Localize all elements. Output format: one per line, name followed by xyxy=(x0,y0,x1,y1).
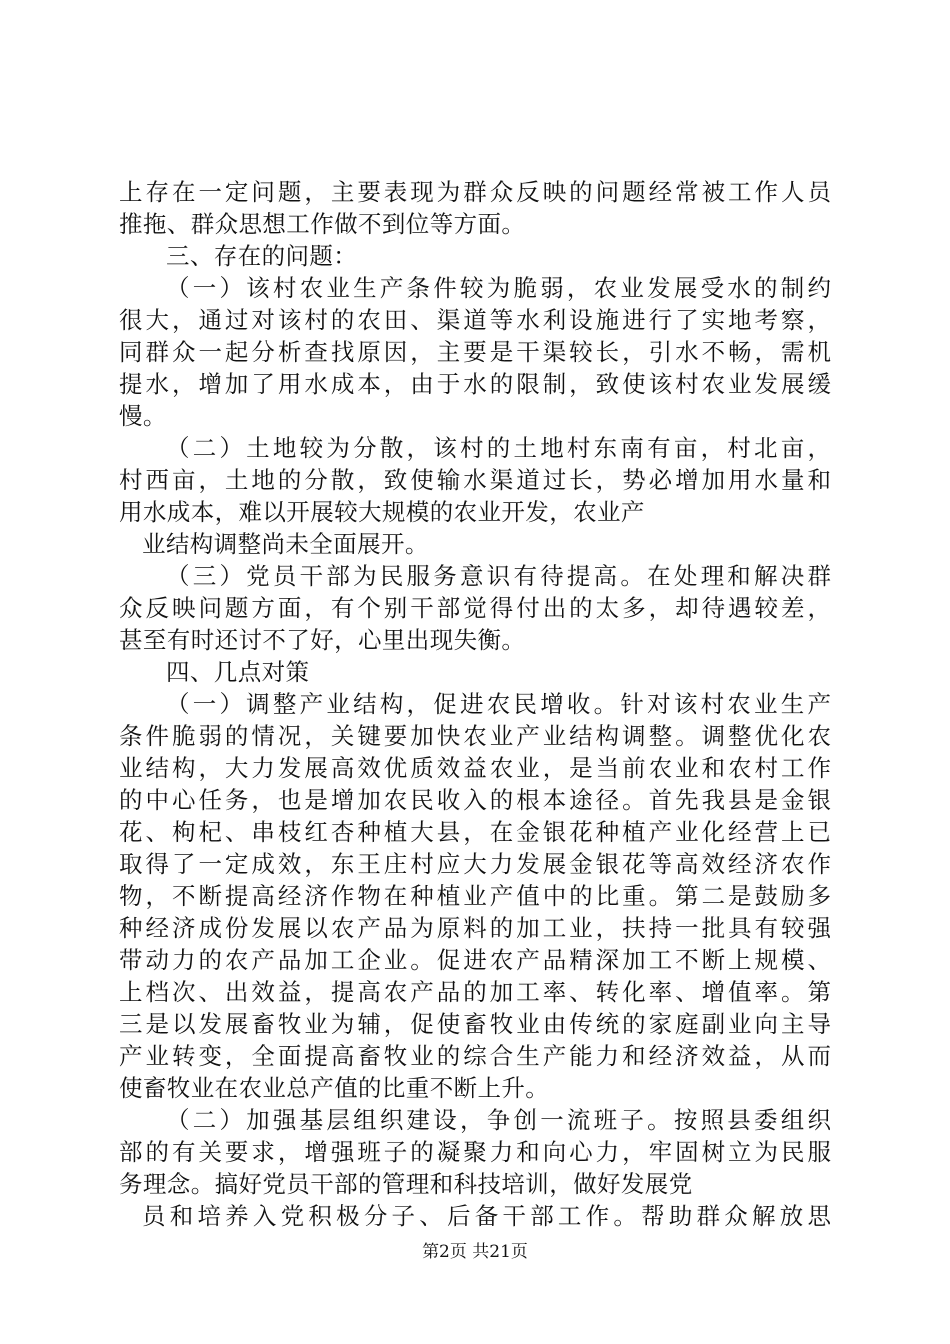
text-line: 花、枸杞、串枝红杏种植大县，在金银花种植产业化经营上已 xyxy=(119,818,831,846)
text-line: 取得了一定成效，东王庄村应大力发展金银花等高效经济农作 xyxy=(119,850,831,878)
text-line: （二）土地较为分散，该村的土地村东南有亩，村北亩， xyxy=(166,434,831,462)
text-line: 业结构调整尚未全面展开。 xyxy=(142,530,429,558)
text-line: 种经济成份发展以农产品为原料的加工业，扶持一批具有较强 xyxy=(119,914,831,942)
page-footer: 第2页 共21页 xyxy=(422,1242,528,1262)
text-line: （一）调整产业结构，促进农民增收。针对该村农业生产 xyxy=(166,690,831,718)
text-line: 产业转变，全面提高畜牧业的综合生产能力和经济效益，从而 xyxy=(119,1042,831,1070)
text-line: 上存在一定问题，主要表现为群众反映的问题经常被工作人员 xyxy=(119,178,831,206)
text-line: 三是以发展畜牧业为辅，促使畜牧业由传统的家庭副业向主导 xyxy=(119,1010,831,1038)
text-line: 慢。 xyxy=(119,402,167,430)
text-line: 使畜牧业在农业总产值的比重不断上升。 xyxy=(119,1074,550,1102)
text-line: 同群众一起分析查找原因，主要是干渠较长，引水不畅，需机 xyxy=(119,338,831,366)
text-line: 村西亩，土地的分散，致使输水渠道过长，势必增加用水量和 xyxy=(119,466,831,494)
section-heading: 三、存在的问题： xyxy=(166,242,358,270)
text-line: 的中心任务，也是增加农民收入的根本途径。首先我县是金银 xyxy=(119,786,831,814)
text-line: 很大，通过对该村的农田、渠道等水利设施进行了实地考察， xyxy=(119,306,831,334)
text-line: 物，不断提高经济作物在种植业产值中的比重。第二是鼓励多 xyxy=(119,882,831,910)
text-line: 员和培养入党积极分子、后备干部工作。帮助群众解放思 xyxy=(142,1202,831,1230)
text-line: 部的有关要求，增强班子的凝聚力和向心力，牢固树立为民服 xyxy=(119,1138,831,1166)
text-line: （一）该村农业生产条件较为脆弱，农业发展受水的制约 xyxy=(166,274,831,302)
text-line: 众反映问题方面，有个别干部觉得付出的太多，却待遇较差， xyxy=(119,594,831,622)
text-line: 用水成本，难以开展较大规模的农业开发，农业产 xyxy=(119,498,645,526)
text-line: 甚至有时还讨不了好，心里出现失衡。 xyxy=(119,626,526,654)
text-line: 上档次、出效益，提高农产品的加工率、转化率、增值率。第 xyxy=(119,978,831,1006)
section-heading: 四、几点对策 xyxy=(166,658,310,686)
text-line: （三）党员干部为民服务意识有待提高。在处理和解决群 xyxy=(166,562,831,590)
text-line: （二）加强基层组织建设，争创一流班子。按照县委组织 xyxy=(166,1106,831,1134)
text-line: 务理念。搞好党员干部的管理和科技培训，做好发展党 xyxy=(119,1170,693,1198)
text-line: 条件脆弱的情况，关键要加快农业产业结构调整。调整优化农 xyxy=(119,722,831,750)
text-line: 业结构，大力发展高效优质效益农业，是当前农业和农村工作 xyxy=(119,754,831,782)
text-line: 推拖、群众思想工作做不到位等方面。 xyxy=(119,210,526,238)
text-line: 提水，增加了用水成本，由于水的限制，致使该村农业发展缓 xyxy=(119,370,831,398)
text-line: 带动力的农产品加工企业。促进农产品精深加工不断上规模、 xyxy=(119,946,831,974)
